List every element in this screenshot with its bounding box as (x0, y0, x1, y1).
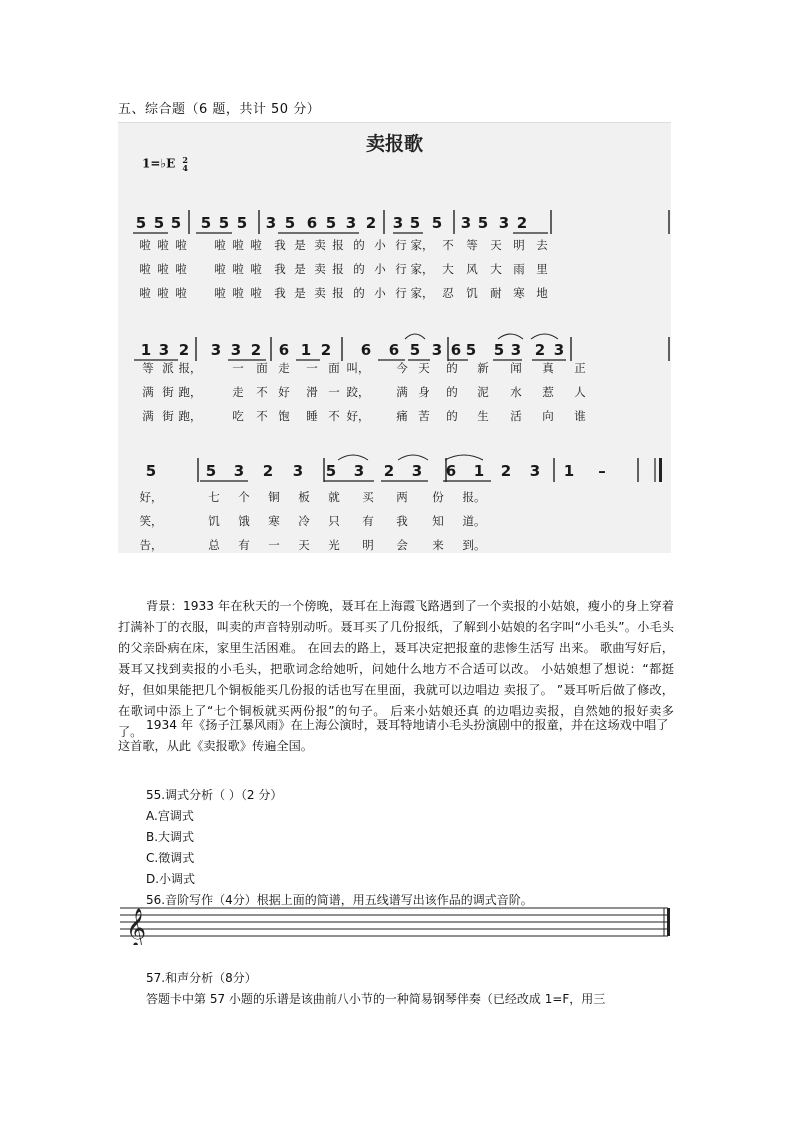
lyric-syllable: 满 (142, 385, 154, 399)
lyric-syllable: 报 (332, 262, 344, 276)
lyric-syllable: 好， (139, 490, 163, 504)
note: 5 (465, 341, 477, 359)
note: 3 (431, 341, 443, 359)
note: 3 (230, 341, 242, 359)
note: 5 (477, 214, 489, 232)
lyric-syllable: 向 (542, 409, 554, 423)
key-label: 1=♭E (142, 156, 176, 171)
note: 6 (445, 462, 457, 480)
lyric-syllable: 两 (396, 490, 408, 504)
q55-option-c: C.徵调式 (146, 851, 195, 865)
note: 3 (392, 214, 404, 232)
lyric-syllable: 人 (574, 385, 586, 399)
lyric-syllable: 天 (490, 238, 502, 252)
lyric-syllable: 啦 (157, 286, 169, 300)
lyric-syllable: 水 (510, 385, 522, 399)
lyric-syllable: 面 (328, 361, 340, 375)
lyric-syllable: 买 (362, 490, 374, 504)
lyric-syllable: 满 (142, 409, 154, 423)
background-paragraph-2: 1934 年《扬子江暴风雨》在上海公演时，聂耳特地请小毛头扮演剧中的报童，并在这场戏中唱了这首歌，从此《卖报歌》传遍全国。 (118, 718, 669, 753)
lyric-syllable: 的 (353, 286, 365, 300)
lyric-syllable: 个 (238, 490, 250, 504)
lyric-syllable: 家， (410, 238, 434, 252)
lyric-syllable: 街 (162, 409, 174, 423)
lyric-syllable: 告， (139, 538, 163, 552)
lyric-syllable: 苦 (418, 409, 430, 423)
lyric-syllable: 好， (346, 409, 370, 423)
lyric-syllable: 就 (328, 490, 340, 504)
lyric-syllable: 小 (374, 286, 386, 300)
lyric-syllable: 报。 (462, 490, 486, 504)
lyric-syllable: 卖 (314, 286, 326, 300)
note: 5 (135, 214, 147, 232)
time-bottom: 4 (182, 163, 188, 173)
lyric-syllable: 走 (278, 361, 290, 375)
note: 2 (383, 462, 395, 480)
lyric-syllable: 光 (328, 538, 340, 552)
lyric-syllable: 我 (274, 286, 286, 300)
lyric-syllable: 风 (466, 262, 478, 276)
lyric-syllable: 七 (208, 490, 220, 504)
lyric-syllable: 啦 (175, 238, 187, 252)
lyric-syllable: 的 (353, 262, 365, 276)
lyric-syllable: 报 (332, 286, 344, 300)
note: 2 (178, 341, 190, 359)
lyric-syllable: 铜 (268, 490, 280, 504)
note: 5 (325, 214, 337, 232)
note: 3 (411, 462, 423, 480)
tie-arc (445, 455, 483, 460)
lyric-syllable: 忍 (442, 286, 454, 300)
note: 5 (153, 214, 165, 232)
lyric-syllable: 小 (374, 262, 386, 276)
note: 3 (292, 462, 304, 480)
note: 5 (409, 214, 421, 232)
lyric-syllable: 跤， (346, 385, 370, 399)
lyric-syllable: 明 (362, 538, 374, 552)
lyric-syllable: 地 (536, 286, 548, 300)
note: 5 (205, 462, 217, 480)
lyric-syllable: 的 (446, 385, 458, 399)
lyric-syllable: 板 (298, 490, 310, 504)
lyric-syllable: 等 (142, 361, 154, 375)
background-paragraph-1: 背景：1933 年在秋天的一个傍晚，聂耳在上海霞飞路遇到了一个卖报的小姑娘，瘦小的身上穿着打满补丁的衣服，叫卖的声音特别动听。聂耳买了几份报纸，了解到小姑娘的名字叫“小毛头”。小毛头的父亲卧病在床，家里生活困难。 在回去的路上，聂耳决定把报童的悲惨生活写 出来。 歌曲写好后，聂耳又找到卖报的小毛头，把歌词念给她听，问她什么地方不合适可以改。 小姑娘想了想说：“都挺好，但如果能把几个铜板能买几份报的话也写在里面，我就可以边唱边 卖报了。 ”聂耳听后做了修改，在歌词中添上了“七个铜板就买两份报”的句子。 后来小姑娘还真 的边唱边卖报，自然她的报好卖多了。 (118, 599, 674, 739)
lyric-syllable: 啦 (139, 262, 151, 276)
lyric-syllable: 份 (432, 490, 444, 504)
lyric-syllable: 一 (268, 538, 280, 552)
lyric-syllable: 的 (446, 361, 458, 375)
lyric-syllable: 来 (432, 538, 444, 552)
song-title: 卖报歌 (365, 133, 423, 155)
note: 2 (500, 462, 512, 480)
lyric-syllable: 到。 (462, 538, 486, 552)
note: 3 (498, 214, 510, 232)
note: 6 (360, 341, 372, 359)
lyric-syllable: 总 (208, 538, 220, 552)
lyric-syllable: 真 (542, 361, 554, 375)
lyric-syllable: 啦 (157, 238, 169, 252)
lyric-syllable: 啦 (250, 238, 262, 252)
tie-arc (338, 455, 368, 460)
note: 6 (306, 214, 318, 232)
note: 5 (170, 214, 182, 232)
note: 1 (300, 341, 312, 359)
lyric-syllable: 正 (574, 361, 586, 375)
lyric-syllable: 一 (306, 361, 318, 375)
note: 5 (236, 214, 248, 232)
note: 5 (409, 341, 421, 359)
note: 5 (218, 214, 230, 232)
lyric-syllable: 啦 (250, 286, 262, 300)
lyric-syllable: 跑， (178, 385, 202, 399)
lyric-syllable: 面 (256, 361, 268, 375)
note: 6 (278, 341, 290, 359)
lyric-syllable: 满 (396, 385, 408, 399)
note: 1 (473, 462, 485, 480)
note: 2 (320, 341, 332, 359)
q55-option-a: A.宫调式 (146, 809, 194, 823)
note: 2 (365, 214, 377, 232)
q55-option-b: B.大调式 (146, 830, 195, 844)
staff-lines (118, 895, 680, 945)
lyric-syllable: 啦 (232, 238, 244, 252)
lyric-syllable: 睡 (306, 409, 318, 423)
lyric-syllable: 天 (298, 538, 310, 552)
q56-stem: 56.音阶写作（4分）根据上面的简谱，用五线谱写出该作品的调式音阶。 (146, 893, 533, 907)
lyric-syllable: 家， (410, 286, 434, 300)
note: 3 (510, 341, 522, 359)
lyric-syllable: 饥 (208, 514, 220, 528)
lyric-syllable: 不 (256, 385, 268, 399)
lyric-syllable: 的 (446, 409, 458, 423)
lyric-syllable: 跑， (178, 409, 202, 423)
lyric-syllable: 大 (442, 262, 454, 276)
staff-answer-area (118, 895, 680, 945)
lyric-syllable: 有 (362, 514, 374, 528)
lyric-syllable: 我 (274, 238, 286, 252)
lyric-syllable: 我 (274, 262, 286, 276)
lyric-syllable: 等 (466, 238, 478, 252)
lyric-syllable: 吃 (232, 409, 244, 423)
note: 3 (460, 214, 472, 232)
note: 5 (145, 462, 157, 480)
lyric-syllable: 是 (294, 262, 306, 276)
lyric-syllable: 大 (490, 262, 502, 276)
note: 3 (345, 214, 357, 232)
note: 1 (140, 341, 152, 359)
lyric-syllable: 闻 (510, 361, 522, 375)
note: 3 (158, 341, 170, 359)
lyric-syllable: 知 (432, 514, 444, 528)
lyric-syllable: 谁 (574, 409, 586, 423)
tie-arc (398, 455, 428, 460)
note: 2 (262, 462, 274, 480)
lyric-syllable: 今 (396, 361, 408, 375)
lyric-syllable: 报， (178, 361, 202, 375)
lyric-syllable: 啦 (214, 286, 226, 300)
lyric-syllable: 是 (294, 238, 306, 252)
lyric-syllable: 是 (294, 286, 306, 300)
lyric-syllable: 饥 (466, 286, 478, 300)
lyric-syllable: 雨 (513, 262, 525, 276)
lyric-syllable: 不 (256, 409, 268, 423)
lyric-syllable: 啦 (157, 262, 169, 276)
tie-arc (405, 334, 425, 339)
lyric-syllable: 卖 (314, 238, 326, 252)
lyric-syllable: 啦 (232, 286, 244, 300)
lyric-syllable: 新 (477, 361, 489, 375)
lyric-syllable: 行 (395, 286, 407, 300)
q55-option-d: D.小调式 (146, 872, 196, 886)
lyric-syllable: 里 (536, 262, 548, 276)
q57-text: 答题卡中第 57 小题的乐谱是该曲前八小节的一种简易钢琴伴奏（已经改成 1=F，用三 (146, 992, 606, 1006)
lyric-syllable: 一 (328, 385, 340, 399)
final-barline-thick (659, 458, 662, 482)
lyric-syllable: 卖 (314, 262, 326, 276)
note: 5 (284, 214, 296, 232)
lyric-syllable: 耐 (490, 286, 502, 300)
lyric-syllable: 行 (395, 238, 407, 252)
note: 3 (210, 341, 222, 359)
note: 2 (534, 341, 546, 359)
lyric-syllable: 啦 (175, 286, 187, 300)
note: 5 (493, 341, 505, 359)
lyric-syllable: 行 (395, 262, 407, 276)
lyric-syllable: 饿 (238, 514, 250, 528)
lyric-syllable: 有 (238, 538, 250, 552)
lyric-syllable: 天 (418, 361, 430, 375)
jianpu-score (118, 123, 671, 553)
lyric-syllable: 啦 (139, 238, 151, 252)
lyric-syllable: 寒 (268, 514, 280, 528)
lyric-syllable: 家， (410, 262, 434, 276)
lyric-syllable: 只 (328, 514, 340, 528)
tie-arc (498, 334, 523, 339)
note: 5 (431, 214, 443, 232)
note: 3 (265, 214, 277, 232)
note: 3 (233, 462, 245, 480)
note: 1 (563, 462, 575, 480)
lyric-syllable: 痛 (396, 409, 408, 423)
score-image (118, 122, 671, 553)
lyric-syllable: 好 (278, 385, 290, 399)
lyric-syllable: 活 (510, 409, 522, 423)
note: 3 (553, 341, 565, 359)
lyric-syllable: 不 (442, 238, 454, 252)
lyric-syllable: 我 (396, 514, 408, 528)
lyric-syllable: 会 (396, 538, 408, 552)
q55-stem: 55.调式分析（ ）（2 分） (146, 788, 283, 802)
lyric-syllable: 小 (374, 238, 386, 252)
lyric-syllable: 泥 (477, 385, 489, 399)
treble-clef-icon: 𝄞 (126, 908, 147, 945)
note: 2 (250, 341, 262, 359)
lyric-syllable: 啦 (232, 262, 244, 276)
note: 5 (325, 462, 337, 480)
note: 2 (516, 214, 528, 232)
note: 5 (200, 214, 212, 232)
section-title: 五、综合题（6 题，共计 50 分） (118, 102, 321, 117)
lyric-syllable: 派 (162, 361, 174, 375)
note: 6 (450, 341, 462, 359)
lyric-syllable: 报 (332, 238, 344, 252)
lyric-syllable: 不 (328, 409, 340, 423)
lyric-syllable: 滑 (306, 385, 318, 399)
lyric-syllable: 啦 (250, 262, 262, 276)
lyric-syllable: 一 (232, 361, 244, 375)
time-top: 2 (182, 155, 188, 165)
note: 3 (353, 462, 365, 480)
lyric-syllable: 身 (418, 385, 430, 399)
note: – (598, 462, 606, 480)
q57-stem: 57.和声分析（8分） (146, 971, 257, 985)
note: 6 (388, 341, 400, 359)
lyric-syllable: 笑， (139, 514, 163, 528)
lyric-syllable: 啦 (175, 262, 187, 276)
lyric-syllable: 明 (513, 238, 525, 252)
lyric-syllable: 冷 (298, 514, 310, 528)
lyric-syllable: 啦 (214, 262, 226, 276)
lyric-syllable: 惹 (542, 385, 554, 399)
lyric-syllable: 叫， (346, 361, 370, 375)
lyric-syllable: 啦 (214, 238, 226, 252)
lyric-syllable: 街 (162, 385, 174, 399)
lyric-syllable: 去 (536, 238, 548, 252)
lyric-syllable: 道。 (462, 514, 486, 528)
lyric-syllable: 饱 (278, 409, 290, 423)
lyric-syllable: 的 (353, 238, 365, 252)
lyric-syllable: 啦 (139, 286, 151, 300)
lyric-syllable: 走 (232, 385, 244, 399)
note: 3 (529, 462, 541, 480)
lyric-syllable: 寒 (513, 286, 525, 300)
tie-arc (531, 334, 558, 339)
lyric-syllable: 生 (477, 409, 489, 423)
